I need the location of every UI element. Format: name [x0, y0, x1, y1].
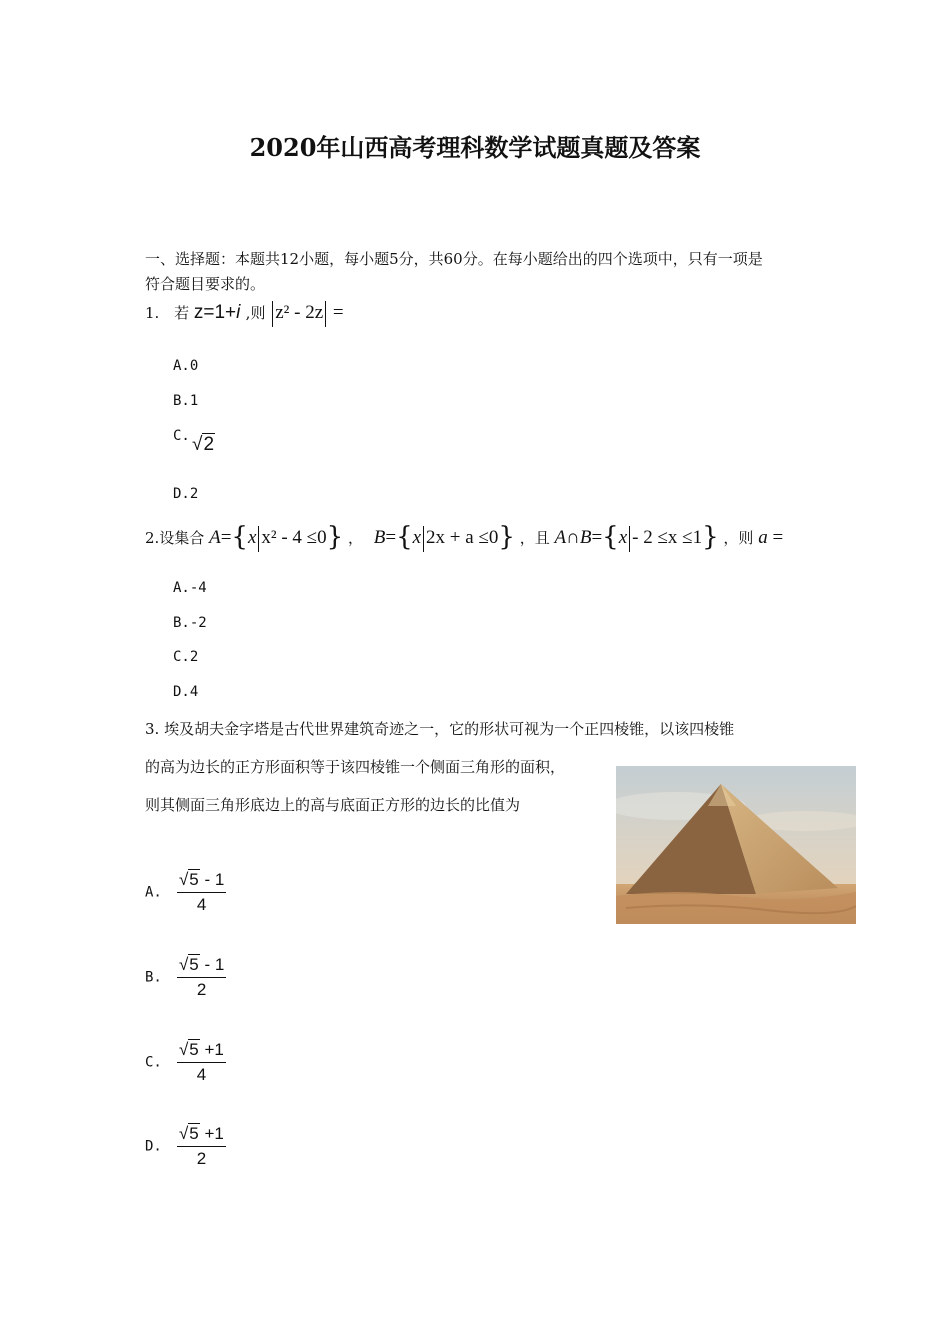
- denominator: 2: [196, 1149, 207, 1168]
- q2-option-d: D.4: [173, 684, 199, 700]
- q1-if-text: 若: [174, 304, 190, 322]
- q2-intersection: A∩B: [554, 527, 592, 548]
- q2-set-a-eq: =: [220, 527, 232, 548]
- question-1: [145, 301, 344, 327]
- q3-option-b: [145, 955, 226, 1000]
- q2-option-a: A.-4: [173, 580, 207, 596]
- set-bar: [258, 526, 259, 552]
- q1-equals: =: [332, 302, 344, 323]
- q3-option-d: [145, 1124, 226, 1169]
- right-brace: }: [498, 522, 515, 552]
- q2-inter-eq: =: [591, 527, 603, 548]
- q3-option-b-fraction: $\frac{√5 - 1}{2}$: [178, 955, 225, 999]
- q3-option-c-fraction: $\frac{√5 +1}{4}$: [178, 1040, 224, 1084]
- q1-expression: z² - 2z: [275, 302, 324, 323]
- q1-option-d: D.2: [173, 486, 199, 502]
- numerator-op: - 1: [204, 955, 225, 974]
- q2-sep: ，: [347, 529, 363, 547]
- q1-option-c-radicand: 2: [203, 434, 215, 455]
- denominator: 4: [196, 895, 207, 914]
- q2-target-eq: =: [772, 527, 784, 548]
- set-bar: [423, 526, 424, 552]
- q3-option-c-label: C.: [145, 1054, 162, 1071]
- q2-inter-var: x: [618, 527, 628, 548]
- q3-option-a-fraction: $\frac{√5 - 1}{4}$: [178, 870, 225, 914]
- q2-number: 2.设集合: [145, 529, 205, 547]
- q2-then-text: ，则: [723, 529, 754, 547]
- right-brace: }: [326, 522, 344, 552]
- radicand: 5: [189, 1040, 199, 1059]
- section-header-line2: 符合题目要求的。: [145, 275, 266, 293]
- q2-set-a-cond: x² - 4 ≤0: [261, 527, 327, 548]
- q1-cond-rhs: =1+: [203, 302, 237, 323]
- q2-inter-cond: - 2 ≤x ≤1: [632, 527, 703, 548]
- q1-then-text: ,则: [245, 304, 266, 322]
- denominator: 4: [196, 1065, 207, 1084]
- section-header-line1: 一、选择题：本题共12小题，每小题5分，共60分。在每小题给出的四个选项中，只有一项是: [145, 250, 763, 268]
- q3-line2: 的高为边长的正方形面积等于该四棱锥一个侧面三角形的面积，: [145, 758, 566, 776]
- q3-option-c: [145, 1040, 226, 1085]
- q1-var-z: z: [193, 302, 204, 323]
- q3-option-d-label: D.: [145, 1138, 162, 1155]
- denominator: 2: [196, 980, 207, 999]
- numerator-op: - 1: [204, 870, 225, 889]
- q1-option-a: A.0: [173, 358, 199, 374]
- q3-line3: 则其侧面三角形底边上的高与底面正方形的边长的比值为: [145, 796, 521, 814]
- right-brace: }: [702, 522, 719, 552]
- q1-option-c-value: [192, 434, 215, 456]
- abs-bar-right: [325, 301, 326, 327]
- q2-set-a-name: A: [209, 527, 221, 548]
- q2-option-b: B.-2: [173, 615, 207, 631]
- q2-target: a: [758, 527, 768, 548]
- q2-and-text: ，且: [519, 529, 550, 547]
- q1-number: 1.: [145, 304, 160, 322]
- page-title: 2020年山西高考理科数学试题真题及答案: [249, 133, 701, 162]
- numerator-op: +1: [204, 1124, 224, 1143]
- radicand: 5: [189, 1124, 199, 1143]
- q3-option-a-label: A.: [145, 884, 162, 901]
- q1-condition: [194, 302, 246, 323]
- sqrt-sign: √2: [192, 434, 215, 455]
- q2-set-b-eq: =: [385, 527, 397, 548]
- set-bar: [629, 526, 630, 552]
- question-2: [145, 522, 783, 552]
- q2-option-c: C.2: [173, 649, 199, 665]
- q2-set-b-cond: 2x + a ≤0: [426, 527, 499, 548]
- q2-set-a-var: x: [247, 527, 257, 548]
- radicand: 5: [189, 870, 199, 889]
- q3-line1: 3. 埃及胡夫金字塔是古代世界建筑奇迹之一，它的形状可视为一个正四棱锥，以该四棱锥: [145, 720, 735, 738]
- q1-option-b: B.1: [173, 393, 199, 409]
- abs-bar-left: [272, 301, 273, 327]
- left-brace: {: [396, 522, 413, 552]
- pyramid-photo: [616, 766, 856, 924]
- q2-set-b-name: B: [373, 527, 386, 548]
- left-brace: {: [602, 522, 619, 552]
- q1-imag-i: i: [236, 302, 241, 323]
- left-brace: {: [231, 522, 248, 552]
- q3-option-a: [145, 870, 226, 915]
- q2-set-b-var: x: [412, 527, 422, 548]
- q3-option-d-fraction: $\frac{√5 +1}{2}$: [178, 1124, 224, 1168]
- radicand: 5: [189, 955, 199, 974]
- q1-option-c: C.: [173, 428, 190, 444]
- numerator-op: +1: [204, 1040, 224, 1059]
- q3-option-b-label: B.: [145, 969, 162, 986]
